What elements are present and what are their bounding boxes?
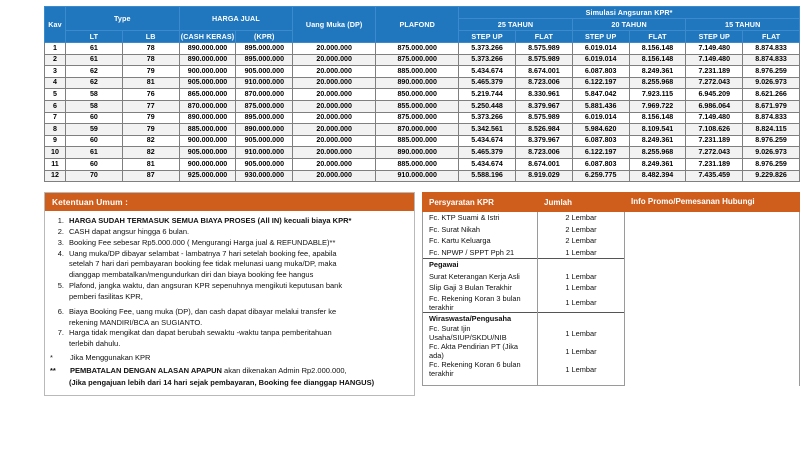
cell-lb: 78 <box>122 43 179 55</box>
cell-plafond: 875.000.000 <box>376 112 459 124</box>
col-kav: Kav <box>45 7 66 43</box>
cell-s20u: 6.019.014 <box>572 43 629 55</box>
cell-s20f: 8.109.541 <box>629 124 686 136</box>
cell-s15u: 7.149.480 <box>686 43 743 55</box>
cell-s20f: 8.249.361 <box>629 158 686 170</box>
cell-s15f: 8.671.979 <box>743 100 800 112</box>
price-header-row-1 <box>45 7 800 19</box>
cell-s20u: 6.087.803 <box>572 135 629 147</box>
requirement-doc: Fc. NPWP / SPPT Pph 21 <box>423 247 538 259</box>
cell-s25u: 5.342.561 <box>459 124 516 136</box>
terms-item-number: 3. <box>57 237 64 247</box>
requirement-qty: 1 Lembar <box>538 294 625 313</box>
requirement-qty: 2 Lembar <box>538 224 625 236</box>
cell-s20f: 7.969.722 <box>629 100 686 112</box>
cell-kpr: 930.000.000 <box>236 170 293 182</box>
cell-cash: 905.000.000 <box>179 147 236 159</box>
cell-dp: 20.000.000 <box>293 77 376 89</box>
price-row <box>45 43 800 55</box>
terms-item <box>49 249 408 259</box>
terms-item-text: dianggap membatalkan/mengundurkan diri dan biaya booking fee hangus <box>69 270 314 280</box>
cell-s20u: 6.019.014 <box>572 112 629 124</box>
terms-item <box>49 238 408 248</box>
cell-lb: 78 <box>122 54 179 66</box>
cell-dp: 20.000.000 <box>293 100 376 112</box>
cell-s25f: 8.674.001 <box>515 158 572 170</box>
cell-lt: 62 <box>66 66 123 78</box>
terms-item-number <box>49 318 69 328</box>
cell-lt: 58 <box>66 100 123 112</box>
col-15-flat: FLAT <box>743 31 800 43</box>
cell-kav: 8 <box>45 124 66 136</box>
terms-item-text: Uang muka/DP dibayar selambat - lambatnya 7 hari setelah booking fee, apabila <box>69 248 337 258</box>
terms-note-double-rest: akan dikenakan Admin Rp2.000.000, <box>221 366 347 376</box>
cell-dp: 20.000.000 <box>293 89 376 101</box>
cell-lb: 76 <box>122 89 179 101</box>
cell-dp: 20.000.000 <box>293 112 376 124</box>
terms-item-number: 5. <box>57 281 64 291</box>
requirements-head <box>423 193 800 212</box>
col-25-step-up: STEP UP <box>459 31 516 43</box>
cell-lb: 79 <box>122 112 179 124</box>
cell-kpr: 895.000.000 <box>236 43 293 55</box>
cell-s15u: 7.272.043 <box>686 77 743 89</box>
cell-kpr: 910.000.000 <box>236 77 293 89</box>
cell-s15f: 8.621.266 <box>743 89 800 101</box>
col-15-tahun: 15 TAHUN <box>686 19 800 31</box>
cell-kav: 9 <box>45 135 66 147</box>
terms-note-double <box>49 366 408 377</box>
col-uang-muka: Uang Muka (DP) <box>293 7 376 43</box>
terms-item-number: 1. <box>57 216 64 225</box>
terms-note-double-mark: ** <box>50 366 56 376</box>
cell-kpr: 870.000.000 <box>236 89 293 101</box>
requirement-doc: Slip Gaji 3 Bulan Terakhir <box>423 282 538 294</box>
col-lb: LB <box>122 31 179 43</box>
terms-note-single-mark: * <box>50 352 53 362</box>
bottom-section <box>44 192 800 396</box>
cell-s25u: 5.219.744 <box>459 89 516 101</box>
terms-panel <box>44 192 415 396</box>
terms-item-number: 2. <box>57 226 64 236</box>
cell-s20u: 5.847.042 <box>572 89 629 101</box>
cell-s20u: 6.019.014 <box>572 54 629 66</box>
price-row <box>45 158 800 170</box>
cell-s20u: 6.087.803 <box>572 66 629 78</box>
terms-note-double-text <box>70 366 408 377</box>
cell-kpr: 905.000.000 <box>236 66 293 78</box>
cell-s25u: 5.434.674 <box>459 158 516 170</box>
cell-plafond: 855.000.000 <box>376 100 459 112</box>
cell-cash: 900.000.000 <box>179 66 236 78</box>
price-row <box>45 77 800 89</box>
cell-plafond: 885.000.000 <box>376 66 459 78</box>
cell-kav: 12 <box>45 170 66 182</box>
cell-s15f: 8.874.833 <box>743 43 800 55</box>
terms-item-text: Harga tidak mengikat dan dapat berubah sewaktu -waktu tanpa pemberitahuan <box>69 328 332 338</box>
requirement-doc: Fc. Kartu Keluarga <box>423 235 538 247</box>
requirement-qty: 1 Lembar <box>538 342 625 360</box>
cell-lt: 59 <box>66 124 123 136</box>
cell-s25f: 8.575.989 <box>515 54 572 66</box>
cell-s25f: 8.379.967 <box>515 135 572 147</box>
cell-lb: 79 <box>122 124 179 136</box>
price-row <box>45 89 800 101</box>
requirement-qty: 2 Lembar <box>538 212 625 224</box>
col-20-tahun: 20 TAHUN <box>572 19 686 31</box>
cell-s20f: 8.249.361 <box>629 135 686 147</box>
requirement-qty: 1 Lembar <box>538 324 625 342</box>
cell-s15f: 8.976.259 <box>743 158 800 170</box>
requirement-doc: Fc. Surat Nikah <box>423 224 538 236</box>
requirement-doc: Wiraswasta/Pengusaha <box>423 312 538 324</box>
terms-item-number <box>49 270 69 280</box>
cell-s15u: 7.149.480 <box>686 54 743 66</box>
requirements-body <box>423 212 800 386</box>
cell-s15f: 8.874.833 <box>743 112 800 124</box>
cell-cash: 870.000.000 <box>179 100 236 112</box>
cell-s20f: 7.923.115 <box>629 89 686 101</box>
cell-s15u: 7.231.189 <box>686 135 743 147</box>
terms-item-number <box>49 339 69 349</box>
terms-item <box>49 292 408 302</box>
cell-cash: 890.000.000 <box>179 112 236 124</box>
price-row <box>45 100 800 112</box>
cell-dp: 20.000.000 <box>293 54 376 66</box>
cell-s15u: 7.149.480 <box>686 112 743 124</box>
price-table-body <box>45 43 800 182</box>
cell-s25f: 8.723.006 <box>515 77 572 89</box>
cell-plafond: 890.000.000 <box>376 147 459 159</box>
cell-dp: 20.000.000 <box>293 170 376 182</box>
cell-kav: 7 <box>45 112 66 124</box>
cell-s25u: 5.588.196 <box>459 170 516 182</box>
cell-dp: 20.000.000 <box>293 43 376 55</box>
requirement-row <box>423 212 800 224</box>
cell-s25u: 5.373.266 <box>459 112 516 124</box>
cell-kav: 3 <box>45 66 66 78</box>
terms-item <box>49 307 408 317</box>
cell-cash: 890.000.000 <box>179 54 236 66</box>
cell-s25u: 5.465.379 <box>459 77 516 89</box>
cell-s25u: 5.465.379 <box>459 147 516 159</box>
cell-s20u: 6.259.775 <box>572 170 629 182</box>
cell-s25f: 8.919.029 <box>515 170 572 182</box>
terms-item-text: Plafond, jangka waktu, dan angsuran KPR sepenuhnya mengikuti keputusan bank <box>69 281 343 291</box>
cell-s25f: 8.526.984 <box>515 124 572 136</box>
cell-s25u: 5.373.266 <box>459 43 516 55</box>
cell-plafond: 850.000.000 <box>376 89 459 101</box>
price-table <box>44 6 800 182</box>
cell-s20u: 6.087.803 <box>572 158 629 170</box>
cell-cash: 900.000.000 <box>179 158 236 170</box>
terms-item-text: CASH dapat angsur hingga 6 bulan. <box>69 226 190 236</box>
cell-kav: 2 <box>45 54 66 66</box>
col-kpr: (KPR) <box>236 31 293 43</box>
cell-s15u: 6.945.209 <box>686 89 743 101</box>
cell-s15f: 8.824.115 <box>743 124 800 136</box>
price-row <box>45 170 800 182</box>
cell-s15u: 7.272.043 <box>686 147 743 159</box>
terms-note-single-text: Jika Menggunakan KPR <box>70 352 151 362</box>
terms-item <box>49 328 408 338</box>
col-info-promo: Info Promo/Pemesanan Hubungi <box>625 193 800 212</box>
terms-item-number: 7. <box>57 328 64 338</box>
terms-note-single <box>49 353 408 364</box>
cell-lt: 70 <box>66 170 123 182</box>
cell-lt: 61 <box>66 54 123 66</box>
cell-kav: 1 <box>45 43 66 55</box>
cell-lt: 58 <box>66 89 123 101</box>
requirement-qty: 1 Lembar <box>538 247 625 259</box>
cell-s25u: 5.373.266 <box>459 54 516 66</box>
terms-title: Ketentuan Umum : <box>45 193 414 211</box>
price-row <box>45 54 800 66</box>
requirement-doc: Fc. Surat Ijin Usaha/SIUP/SKDU/NIB <box>423 324 538 342</box>
terms-item <box>49 259 408 269</box>
cell-kpr: 910.000.000 <box>236 147 293 159</box>
col-persyaratan: Persyaratan KPR <box>423 193 538 212</box>
cell-plafond: 885.000.000 <box>376 158 459 170</box>
cell-kpr: 895.000.000 <box>236 112 293 124</box>
cell-kpr: 890.000.000 <box>236 124 293 136</box>
requirement-qty: 1 Lembar <box>538 271 625 283</box>
cell-lt: 62 <box>66 77 123 89</box>
cell-lt: 60 <box>66 112 123 124</box>
terms-item-number <box>49 292 69 302</box>
cell-s20f: 8.249.361 <box>629 66 686 78</box>
cell-s25f: 8.674.001 <box>515 66 572 78</box>
cell-lb: 82 <box>122 147 179 159</box>
cell-lb: 79 <box>122 66 179 78</box>
cell-s15f: 9.026.973 <box>743 147 800 159</box>
requirement-doc: Fc. Akta Pendirian PT (Jika ada) <box>423 342 538 360</box>
price-table-head <box>45 7 800 43</box>
terms-item-text: rekening MANDIRI/BCA an SUGIANTO. <box>69 317 203 327</box>
cell-s25f: 8.575.989 <box>515 112 572 124</box>
cell-s25f: 8.330.961 <box>515 89 572 101</box>
col-cash-keras: (CASH KERAS) <box>180 31 235 41</box>
terms-item-text: setelah 7 hari dari pembayaran booking fee tidak melunasi uang muka/DP, maka <box>69 259 337 269</box>
cell-lt: 60 <box>66 135 123 147</box>
requirement-doc: Fc. KTP Suami & Istri <box>423 212 538 224</box>
col-plafond: PLAFOND <box>376 7 459 43</box>
col-lt: LT <box>66 31 123 43</box>
cell-kpr: 905.000.000 <box>236 158 293 170</box>
cell-kpr: 895.000.000 <box>236 54 293 66</box>
col-20-flat: FLAT <box>629 31 686 43</box>
requirement-qty: 2 Lembar <box>538 235 625 247</box>
cell-lb: 81 <box>122 77 179 89</box>
col-simulasi: Simulasi Angsuran KPR* <box>459 7 800 19</box>
price-row <box>45 124 800 136</box>
cell-cash: 865.000.000 <box>179 89 236 101</box>
terms-item-text: HARGA SUDAH TERMASUK SEMUA BIAYA PROSES (All IN) kecuali biaya KPR* <box>69 216 352 225</box>
cell-s25f: 8.575.989 <box>515 43 572 55</box>
requirements-panel <box>422 192 800 386</box>
cell-plafond: 910.000.000 <box>376 170 459 182</box>
terms-item-text: Booking Fee sebesar Rp5.000.000 ( Mengurangi Harga jual & REFUNDABLE)** <box>69 237 336 247</box>
requirement-qty: 1 Lembar <box>538 282 625 294</box>
cell-dp: 20.000.000 <box>293 135 376 147</box>
cell-s15u: 7.231.189 <box>686 66 743 78</box>
col-jumlah: Jumlah <box>538 193 625 212</box>
cell-s20u: 5.881.436 <box>572 100 629 112</box>
cell-plafond: 875.000.000 <box>376 54 459 66</box>
cell-s20u: 6.122.197 <box>572 77 629 89</box>
col-20-step-up: STEP UP <box>572 31 629 43</box>
price-row <box>45 147 800 159</box>
requirement-doc: Pegawai <box>423 259 538 271</box>
cell-s20u: 5.984.620 <box>572 124 629 136</box>
cell-lt: 61 <box>66 147 123 159</box>
requirement-qty: 1 Lembar <box>538 360 625 378</box>
cell-lb: 87 <box>122 170 179 182</box>
cell-cash: 905.000.000 <box>179 77 236 89</box>
terms-item-number: 4. <box>57 248 64 258</box>
cell-cash: 925.000.000 <box>179 170 236 182</box>
cell-kav: 11 <box>45 158 66 170</box>
terms-note-double-bold: PEMBATALAN DENGAN ALASAN APAPUN <box>70 366 222 376</box>
cell-kpr: 905.000.000 <box>236 135 293 147</box>
terms-item <box>49 318 408 328</box>
cell-s15u: 6.986.064 <box>686 100 743 112</box>
requirement-doc: Fc. Rekening Koran 6 bulan terakhir <box>423 360 538 378</box>
terms-list <box>45 211 414 395</box>
cell-s20u: 6.122.197 <box>572 147 629 159</box>
cell-s20f: 8.156.148 <box>629 54 686 66</box>
cell-kav: 6 <box>45 100 66 112</box>
cell-dp: 20.000.000 <box>293 66 376 78</box>
cell-plafond: 875.000.000 <box>376 43 459 55</box>
requirements-table <box>422 192 800 386</box>
col-25-flat: FLAT <box>515 31 572 43</box>
cell-s15f: 8.976.259 <box>743 135 800 147</box>
terms-item <box>49 281 408 291</box>
cell-plafond: 870.000.000 <box>376 124 459 136</box>
cell-lb: 82 <box>122 135 179 147</box>
cell-plafond: 890.000.000 <box>376 77 459 89</box>
requirement-qty <box>538 312 625 324</box>
cell-cash: 890.000.000 <box>179 43 236 55</box>
terms-item <box>49 270 408 280</box>
col-15-step-up: STEP UP <box>686 31 743 43</box>
cell-dp: 20.000.000 <box>293 124 376 136</box>
cell-s25u: 5.434.674 <box>459 66 516 78</box>
requirement-qty <box>538 259 625 271</box>
cell-lt: 61 <box>66 43 123 55</box>
price-row <box>45 112 800 124</box>
requirement-doc: Surat Keterangan Kerja Asli <box>423 271 538 283</box>
terms-note-indent: (Jika pengajuan lebih dari 14 hari sejak pembayaran, Booking fee dianggap HANGUS) <box>69 377 375 387</box>
cell-s25f: 8.723.006 <box>515 147 572 159</box>
col-25-tahun: 25 TAHUN <box>459 19 573 31</box>
requirements-header-row <box>423 193 800 212</box>
cell-s15u: 7.435.459 <box>686 170 743 182</box>
col-type: Type <box>66 7 180 31</box>
terms-item-text: Biaya Booking Fee, uang muka (DP), dan cash dapat dibayar melalui transfer ke <box>69 306 337 316</box>
cell-lb: 81 <box>122 158 179 170</box>
terms-item-text: pemberi fasilitas KPR, <box>69 291 143 301</box>
cell-s15u: 7.231.189 <box>686 158 743 170</box>
cell-lt: 60 <box>66 158 123 170</box>
cell-cash: 900.000.000 <box>179 135 236 147</box>
cell-s25u: 5.250.448 <box>459 100 516 112</box>
cell-s25f: 8.379.967 <box>515 100 572 112</box>
cell-s20f: 8.482.394 <box>629 170 686 182</box>
terms-item-number <box>49 259 69 269</box>
cell-kav: 10 <box>45 147 66 159</box>
cell-s15f: 8.976.259 <box>743 66 800 78</box>
cell-lb: 77 <box>122 100 179 112</box>
cell-s15f: 8.874.833 <box>743 54 800 66</box>
terms-item <box>49 227 408 237</box>
cell-s20f: 8.156.148 <box>629 43 686 55</box>
cell-s20f: 8.255.968 <box>629 77 686 89</box>
cell-plafond: 885.000.000 <box>376 135 459 147</box>
cell-s25u: 5.434.674 <box>459 135 516 147</box>
cell-dp: 20.000.000 <box>293 158 376 170</box>
pad-cell-doc <box>423 378 538 386</box>
cell-s15f: 9.026.973 <box>743 77 800 89</box>
cell-kav: 5 <box>45 89 66 101</box>
cell-dp: 20.000.000 <box>293 147 376 159</box>
cell-kpr: 875.000.000 <box>236 100 293 112</box>
cell-s20f: 8.255.968 <box>629 147 686 159</box>
price-table-container <box>44 6 800 182</box>
cell-s15f: 9.229.826 <box>743 170 800 182</box>
info-promo-cell <box>625 212 800 386</box>
cell-cash: 885.000.000 <box>179 124 236 136</box>
terms-item <box>49 216 408 226</box>
price-row <box>45 66 800 78</box>
terms-item-number: 6. <box>57 306 64 316</box>
col-harga-jual: HARGA JUAL <box>179 7 293 31</box>
cell-kav: 4 <box>45 77 66 89</box>
cell-s15u: 7.108.626 <box>686 124 743 136</box>
pad-cell-qty <box>538 378 625 386</box>
terms-item-text: terlebih dahulu. <box>69 339 121 349</box>
cell-s20f: 8.156.148 <box>629 112 686 124</box>
terms-item <box>49 339 408 349</box>
requirement-doc: Fc. Rekening Koran 3 bulan terakhir <box>423 294 538 313</box>
price-row <box>45 135 800 147</box>
